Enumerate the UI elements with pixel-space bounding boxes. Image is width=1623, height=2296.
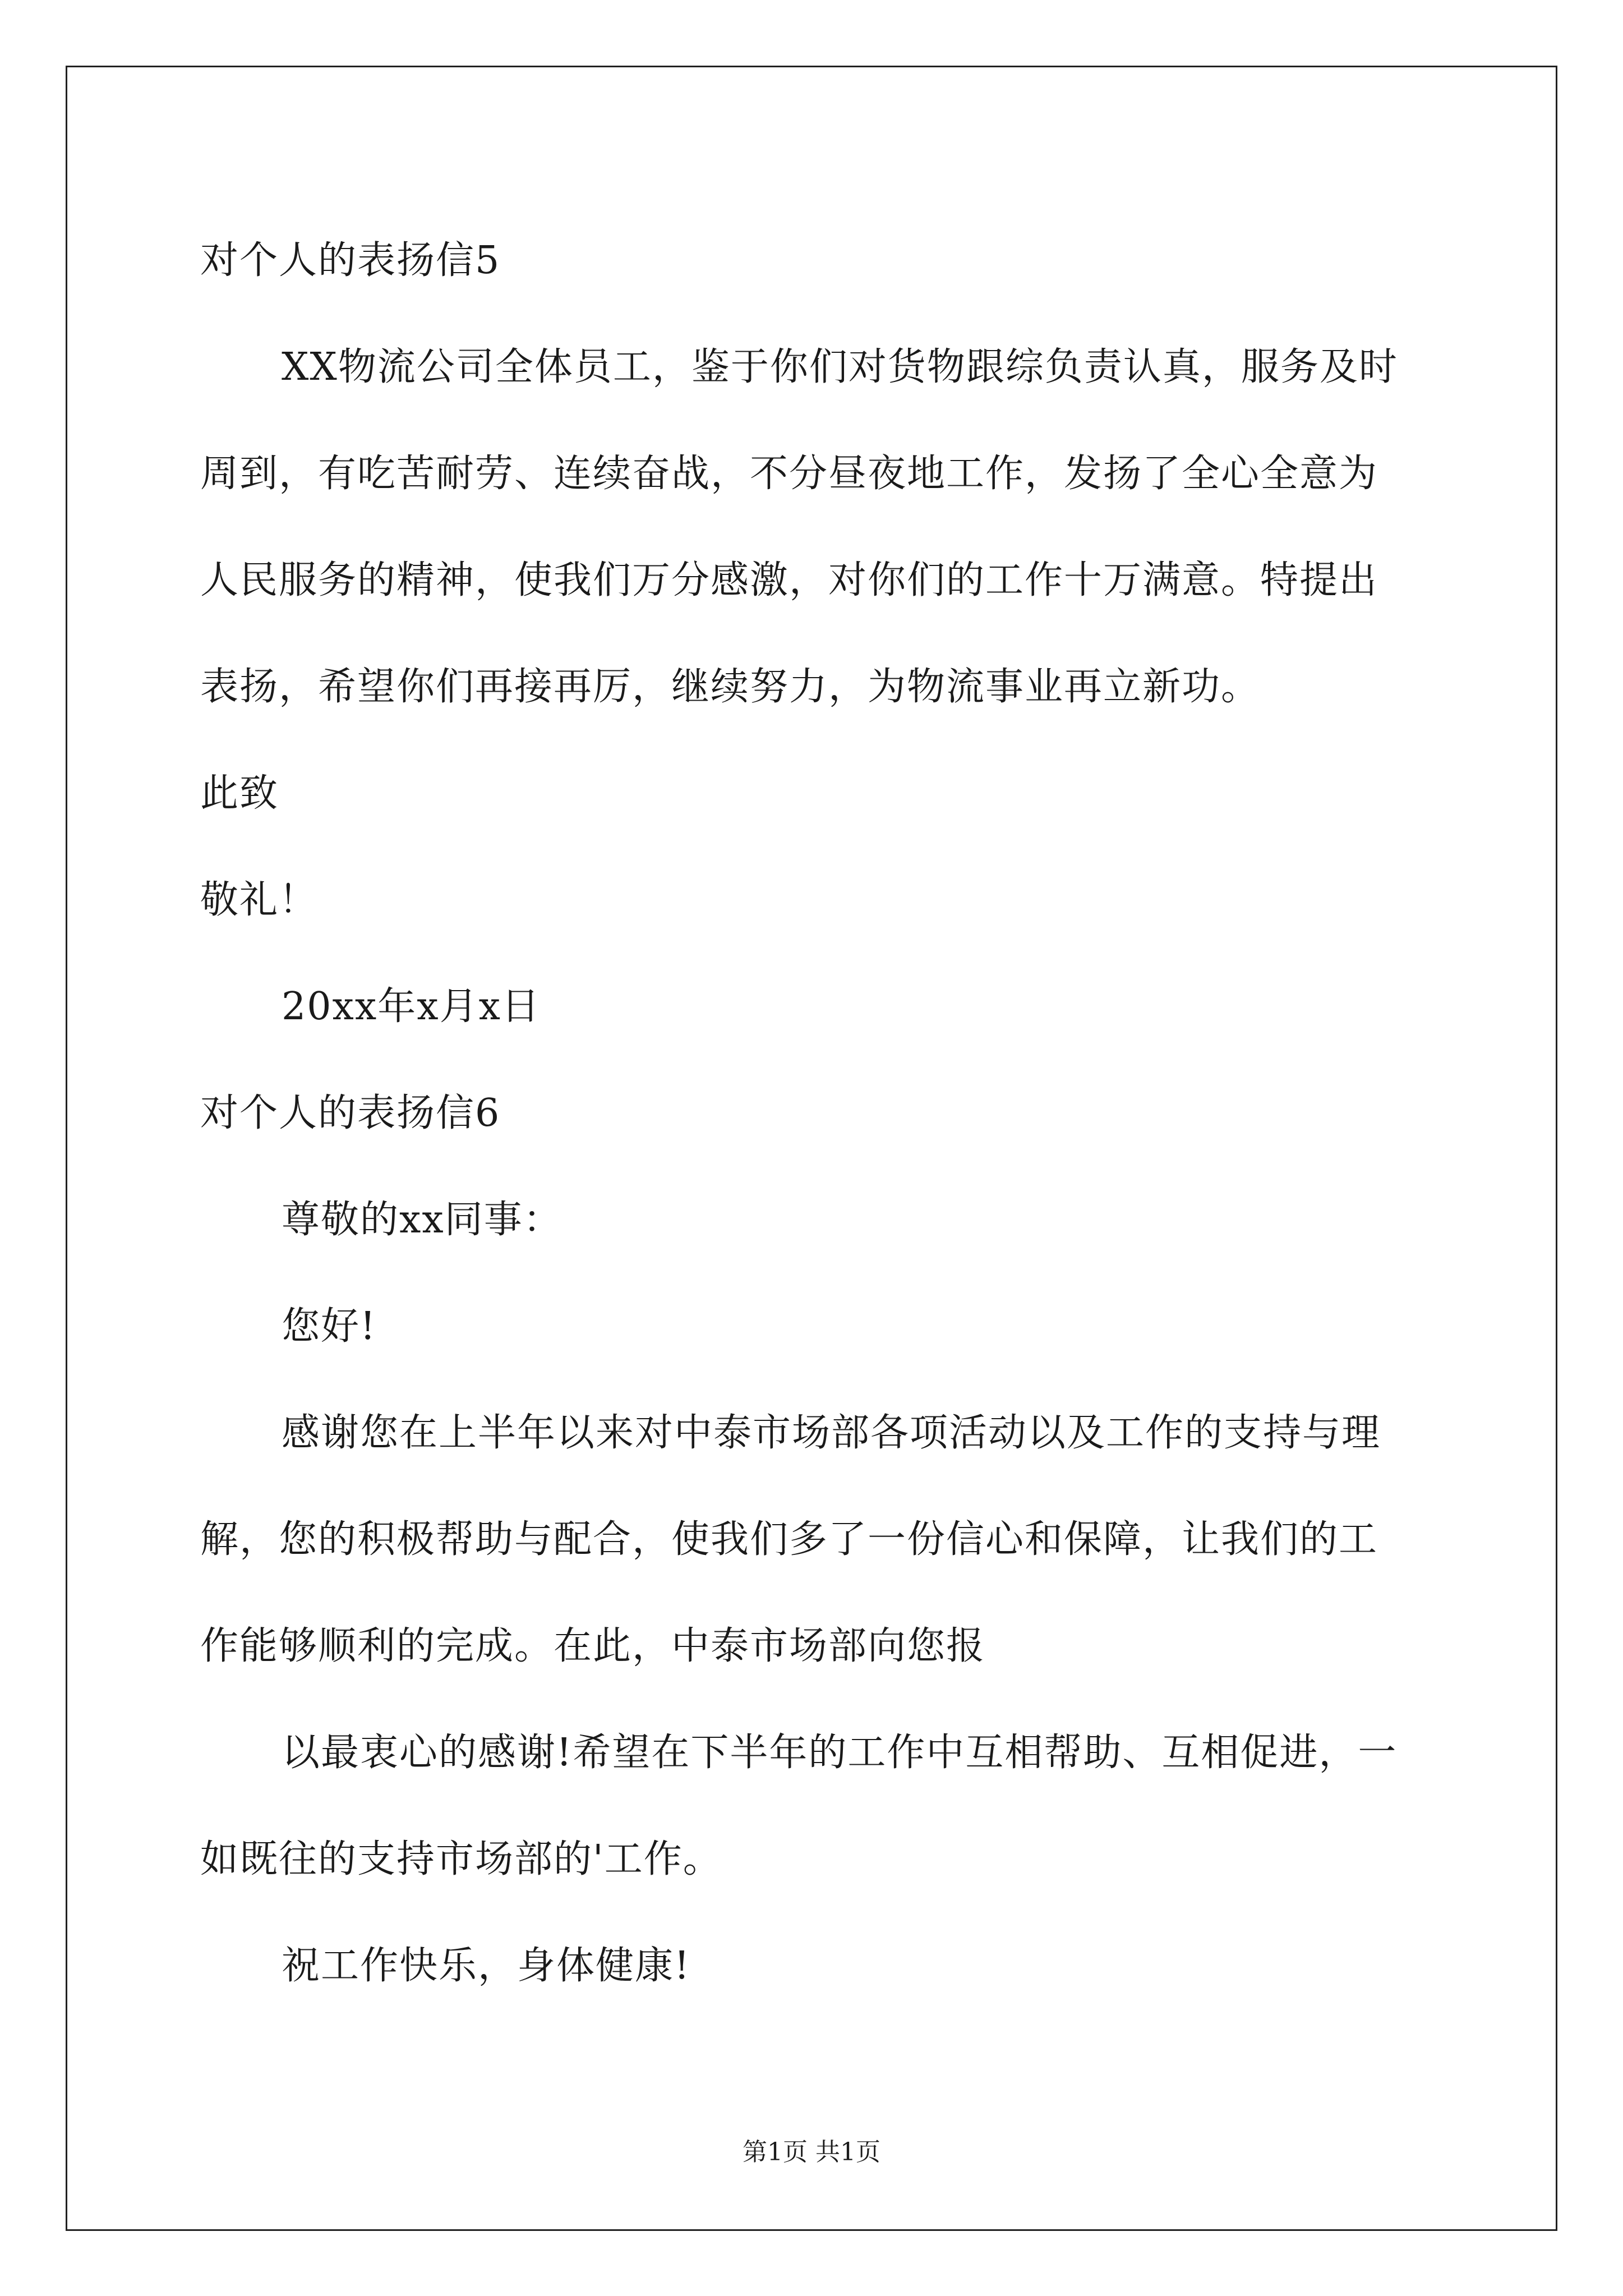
letter6-para1-line-1: 感谢您在上半年以来对中泰市场部各项活动以及工作的支持与理 <box>282 1411 1381 1455</box>
letter6-salutation: 尊敬的xx同事： <box>282 1198 562 1242</box>
letter6-para2-line-1: 以最衷心的感谢!希望在下半年的工作中互相帮助、互相促进，一 <box>282 1731 1398 1775</box>
letter5-title: 对个人的表扬信5 <box>200 238 501 283</box>
letter5-closing-2: 敬礼！ <box>200 878 319 922</box>
letter5-line-2: 周到，有吃苦耐劳、连续奋战，不分昼夜地工作，发扬了全心全意为 <box>200 452 1378 496</box>
letter6-para1-line-3: 作能够顺利的完成。在此，中泰市场部向您报 <box>200 1624 986 1668</box>
letter6-para1-line-2: 解，您的积极帮助与配合，使我们多了一份信心和保障，让我们的工 <box>200 1517 1378 1562</box>
page-footer: 第1页 共1页 <box>743 2138 880 2166</box>
letter6-para2-line-2: 如既往的支持市场部的'工作。 <box>200 1837 722 1881</box>
letter5-closing-1: 此致 <box>200 771 279 816</box>
letter5-line-4: 表扬，希望你们再接再厉，继续努力，为物流事业再立新功。 <box>200 665 1261 709</box>
letter6-title: 对个人的表扬信6 <box>200 1091 501 1135</box>
letter5-date: 20xx年x月x日 <box>282 984 541 1029</box>
document-body <box>200 208 1434 2019</box>
letter5-line-3: 人民服务的精神，使我们万分感激，对你们的工作十万满意。特提出 <box>200 558 1378 602</box>
letter5-line-1: XX物流公司全体员工，鉴于你们对货物跟综负责认真，服务及时 <box>282 345 1398 389</box>
letter6-wish: 祝工作快乐，身体健康! <box>282 1944 691 1988</box>
letter6-greeting: 您好! <box>282 1304 377 1349</box>
